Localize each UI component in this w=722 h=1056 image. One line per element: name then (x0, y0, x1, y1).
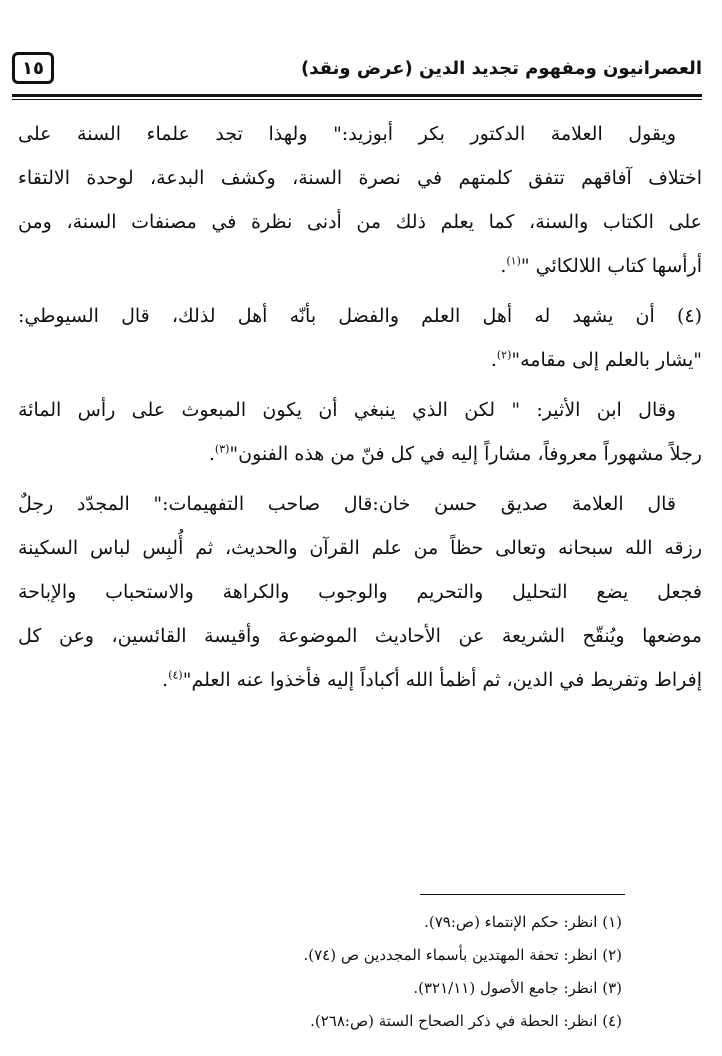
paragraph-ibn-alathir (18, 388, 702, 476)
text-line: ويقول العلامة الدكتور بكر أبوزيد:" ولهذا تجد علماء السنة على (18, 123, 676, 145)
text-line (18, 244, 702, 288)
paragraph-siddiq-hasan-khan (18, 482, 702, 702)
text-line: فجعل يضع التحليل والتحريم والوجوب والكراهة والاستحباب والإباحة (18, 581, 702, 603)
text-line: موضعها ويُنقّح الشريعة عن الأحاديث الموضوعة وأقيسة القائسين، وعن كل (18, 625, 702, 647)
footnote: (١) انظر: حكم الإنتماء (ص:٧٩). (424, 913, 622, 931)
line-end-punct: . (208, 443, 215, 465)
line-end-punct: . (490, 349, 497, 371)
text-line-content: رجلاً مشهوراً معروفاً، مشاراً إليه في كل فنّ من هذه الفنون" (229, 443, 702, 465)
paragraph-condition-4 (18, 294, 702, 382)
text-line-content: إفراط وتفريط في الدين، ثم أظمأ الله أكباداً إليه فأخذوا عنه العلم" (182, 669, 702, 691)
footnote-ref: (٤) (168, 668, 183, 682)
page-number-box (12, 52, 54, 84)
text-line: رزقه الله سبحانه وتعالى حظاً من علم القرآن والحديث، ثم أُلبِس لباس السكينة (18, 537, 702, 559)
line-end-punct: . (500, 255, 507, 277)
text-line (18, 658, 702, 702)
footnote: (٢) انظر: تحفة المهتدين بأسماء المجددين ص (٧٤). (303, 946, 622, 964)
paragraph-bakr-abuzaid (18, 112, 702, 288)
header-rule-thin (12, 99, 702, 100)
footnote: (٣) انظر: جامع الأصول (٣٢١/١١). (413, 979, 622, 997)
text-line-content: "يشار بالعلم إلى مقامه" (511, 349, 702, 371)
footnotes (303, 906, 622, 1038)
text-line: (٤) أن يشهد له أهل العلم والفضل بأنّه أهل لذلك، قال السيوطي: (18, 305, 702, 327)
text-line: على الكتاب والسنة، كما يعلم ذلك من أدنى نظرة في مصنفات السنة، ومن (18, 211, 702, 233)
page-number: ١٥ (22, 57, 44, 79)
header-title: العصرانيون ومفهوم تجديد الدين (عرض ونقد) (301, 58, 702, 79)
text-line: وقال ابن الأثير: " لكن الذي ينبغي أن يكون المبعوث على رأس المائة (18, 399, 676, 421)
footnote: (٤) انظر: الحطة في ذكر الصحاح الستة (ص:٢٦٨). (310, 1012, 622, 1030)
body-text (18, 112, 702, 702)
line-end-punct: . (162, 669, 169, 691)
text-line: قال العلامة صديق حسن خان:قال صاحب التفهيمات:" المجدّد رجلٌ (18, 493, 676, 515)
footnote-ref: (١) (506, 254, 521, 268)
footnote-ref: (٣) (214, 442, 230, 456)
text-line-content: أرأسها كتاب اللالكائي " (520, 255, 702, 277)
text-line (18, 432, 702, 476)
footnote-separator (420, 894, 625, 895)
footnote-ref: (٢) (496, 348, 512, 362)
header-rule-thick (12, 94, 702, 97)
text-line (18, 338, 702, 382)
running-header (12, 52, 702, 92)
text-line: اختلاف آفاقهم تتفق كلمتهم في نصرة السنة، وكشف البدعة، لوحدة الالتقاء (18, 167, 702, 189)
